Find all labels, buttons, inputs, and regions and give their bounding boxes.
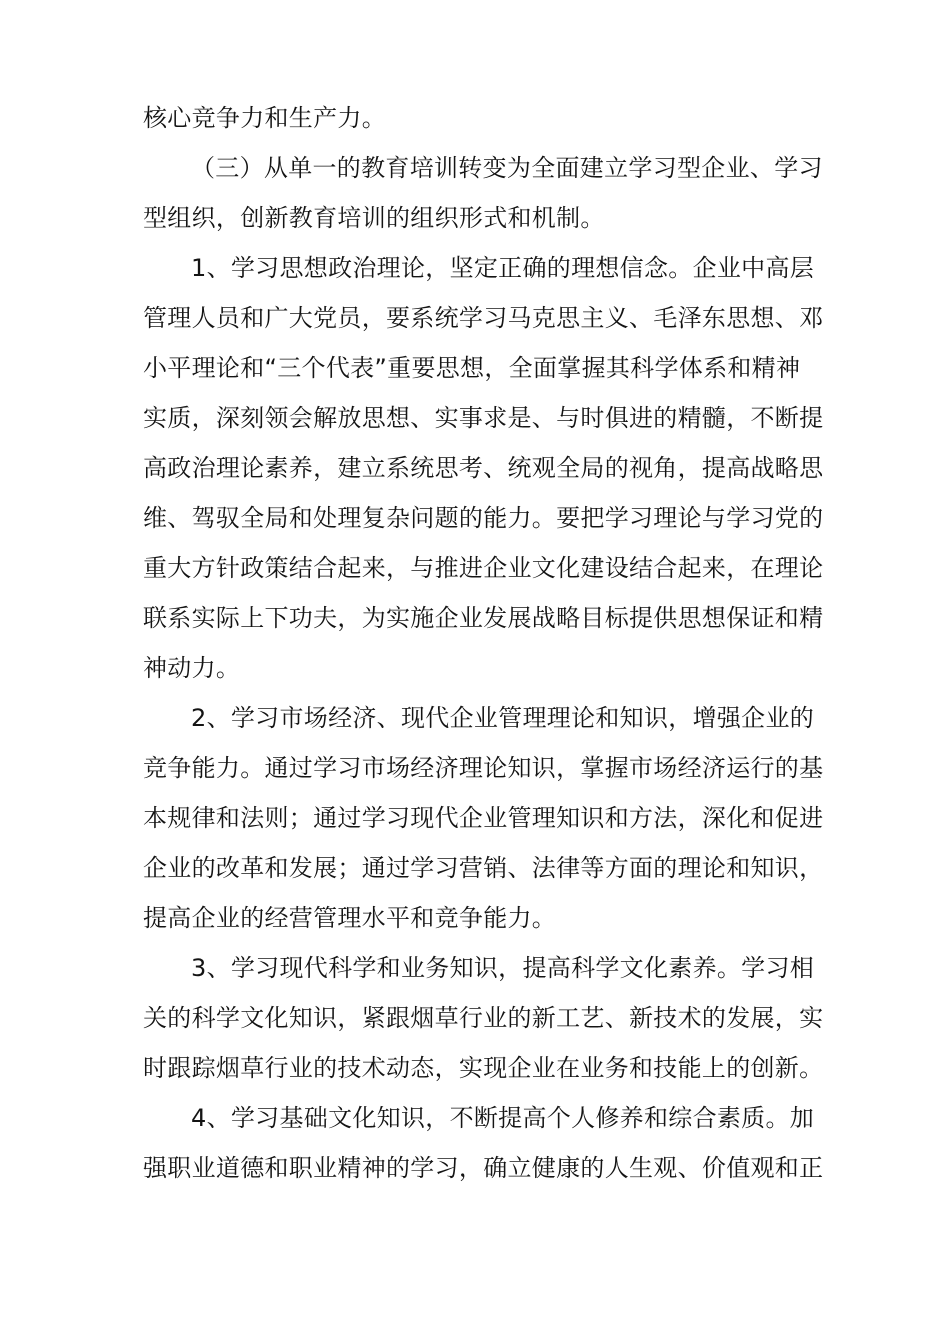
paragraph-2 — [143, 143, 823, 243]
text-line: 维、驾驭全局和处理复杂问题的能力。要把学习理论与学习党的 — [143, 504, 824, 532]
text-line: 企业的改革和发展；通过学习营销、法律等方面的理论和知识， — [143, 854, 824, 882]
text-line: 联系实际上下功夫，为实施企业发展战略目标提供思想保证和精 — [143, 604, 824, 632]
text-line: 本规律和法则；通过学习现代企业管理知识和方法，深化和促进 — [143, 804, 824, 832]
text-line: 实质，深刻领会解放思想、实事求是、与时俱进的精髓，不断提 — [143, 404, 824, 432]
text-line: 竞争能力。通过学习市场经济理论知识，掌握市场经济运行的基 — [143, 754, 824, 782]
text-line: 高政治理论素养，建立系统思考、统观全局的视角，提高战略思 — [143, 454, 824, 482]
paragraph-3 — [143, 243, 824, 693]
text-line: 提高企业的经营管理水平和竞争能力。 — [143, 904, 557, 932]
text-line: 管理人员和广大党员，要系统学习马克思主义、毛泽东思想、邓 — [143, 304, 824, 332]
paragraph-5 — [143, 943, 824, 1093]
text-line: 型组织，创新教育培训的组织形式和机制。 — [143, 204, 605, 232]
paragraph-4 — [143, 693, 824, 943]
text-line: 2、学习市场经济、现代企业管理理论和知识，增强企业的 — [191, 704, 815, 732]
text-line: （三）从单一的教育培训转变为全面建立学习型企业、学习 — [191, 154, 823, 182]
text-line: 强职业道德和职业精神的学习，确立健康的人生观、价值观和正 — [143, 1154, 824, 1182]
paragraph-1 — [143, 93, 815, 143]
paragraph-6 — [143, 1093, 824, 1193]
text-line: 神动力。 — [143, 654, 241, 682]
text-line: 4、学习基础文化知识，不断提高个人修养和综合素质。加 — [191, 1104, 815, 1132]
text-line: 关的科学文化知识，紧跟烟草行业的新工艺、新技术的发展，实 — [143, 1004, 824, 1032]
text-line: 重大方针政策结合起来，与推进企业文化建设结合起来，在理论 — [143, 554, 824, 582]
text-line: 核心竞争力和生产力。 — [143, 104, 386, 132]
text-line: 时跟踪烟草行业的技术动态，实现企业在业务和技能上的创新。 — [143, 1054, 824, 1082]
text-line: 3、学习现代科学和业务知识，提高科学文化素养。学习相 — [191, 954, 815, 982]
text-line: 小平理论和“三个代表”重要思想，全面掌握其科学体系和精神 — [143, 354, 801, 382]
text-line: 1、学习思想政治理论，坚定正确的理想信念。企业中高层 — [191, 254, 815, 282]
